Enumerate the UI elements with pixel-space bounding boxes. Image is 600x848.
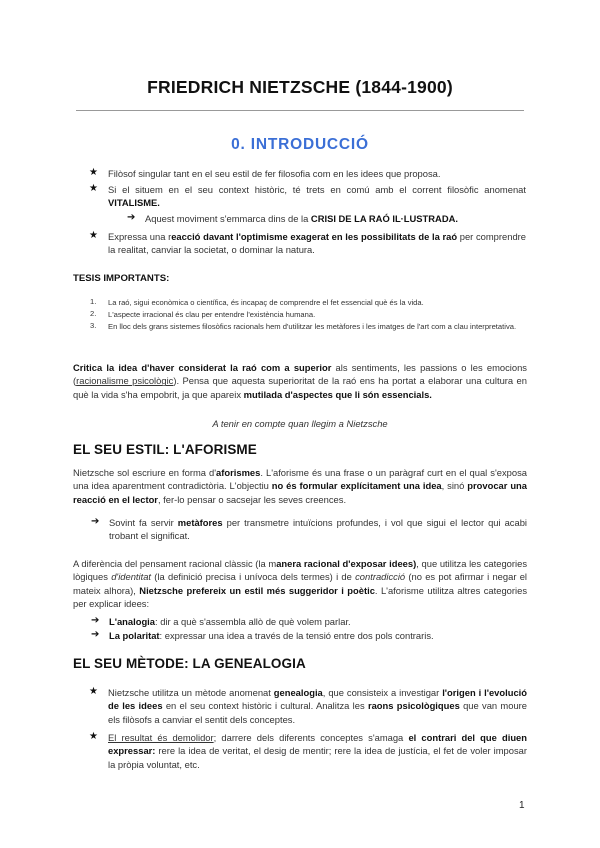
arrow-bullet-icon: ➔ xyxy=(127,212,136,223)
arrow-bullet-icon: ➔ xyxy=(91,629,100,640)
tesis-item-1: La raó, sigui econòmica o científica, és incapaç de comprendre el fet essencial què és la vida. xyxy=(108,298,424,307)
star-bullet-icon: ★ xyxy=(89,183,98,194)
star-bullet-icon: ★ xyxy=(89,167,98,178)
estil-paragraph-1: Nietzsche sol escriure en forma d'aforismes. L'aforisme és una frase o un paràgraf curt en el qual s'exposa una idea aparentment contradictòria. L'objectiu no és formular explícitament una idea, sinó provocar una reacció en el lector, fer-lo pensar o sacsejar les seves creences. xyxy=(73,467,527,505)
note-caption: A tenir en compte quan llegim a Nietzsche xyxy=(212,418,388,429)
tesis-item-2: L'aspecte irracional és clau per entendre l'existència humana. xyxy=(108,310,316,319)
estil-arrow-analogia: L'analogia: dir a què s'assembla allò de què volem parlar. xyxy=(109,616,351,627)
intro-bullet-1: Filòsof singular tant en el seu estil de fer filosofia com en les idees que proposa. xyxy=(108,168,441,179)
critica-paragraph: Critica la idea d'haver considerat la raó com a superior als sentiments, les passions o les emocions (racionalisme psicològic). Pensa que aquesta superioritat de la raó ens ha portat a elaborar una cultura en què la vida s'ha empobrit, ja que apareix mutilada d'aspectes que li són essencials. xyxy=(73,362,527,400)
estil-arrow-polaritat: La polaritat: expressar una idea a través de la tensió entre dos pols contraris. xyxy=(109,630,434,641)
arrow-bullet-icon: ➔ xyxy=(91,615,100,626)
section-heading-metode: EL SEU MÈTODE: LA GENEALOGIA xyxy=(73,656,306,671)
intro-sub-bullet: Aquest moviment s'emmarca dins de la CRISI DE LA RAÓ IL·LUSTRADA. xyxy=(145,213,458,224)
star-bullet-icon: ★ xyxy=(89,230,98,241)
list-number: 2. xyxy=(90,309,97,318)
section-heading-estil: EL SEU ESTIL: L'AFORISME xyxy=(73,442,257,457)
intro-bullet-2: Si el situem en el seu context històric, té trets en comú amb el corrent filosòfic anomenat VITALISME. xyxy=(108,184,526,209)
list-number: 1. xyxy=(90,297,97,306)
metode-bullet-2: El resultat és demolidor; darrere dels diferents conceptes s'amaga el contrari del que diuen expressar: rere la idea de veritat, el desig de mentir; rere la idea de justícia, el fet de voler imposar la pròpia voluntat, etc. xyxy=(108,732,527,770)
page-number: 1 xyxy=(519,800,525,811)
estil-paragraph-2: A diferència del pensament racional clàssic (la manera racional d'exposar idees), que utilitza les categories lògiques d'identitat (la definició precisa i unívoca dels termes) i de contradicció (no es pot afirmar i negar el mateix alhora), Nietzsche prefereix un estil més suggeridor i poètic. L'aforisme utilitza altres categories per explicar idees: xyxy=(73,558,528,610)
estil-arrow-metafores: Sovint fa servir metàfores per transmetre intuïcions profundes, i vol que sigui el lector qui acabi trobant el significat. xyxy=(109,517,528,542)
star-bullet-icon: ★ xyxy=(89,731,98,742)
star-bullet-icon: ★ xyxy=(89,686,98,697)
metode-bullet-1: Nietzsche utilitza un mètode anomenat genealogia, que consisteix a investigar l'origen i l'evolució de les idees en el seu context històric i cultural. Analitza les raons psicològiques que van moure els filòsofs a canviar el sentit dels conceptes. xyxy=(108,687,527,725)
tesis-heading: TESIS IMPORTANTS: xyxy=(73,273,170,284)
intro-heading: 0. INTRODUCCIÓ xyxy=(231,136,369,153)
intro-bullet-3: Expressa una reacció davant l'optimisme exagerat en les possibilitats de la raó per comprendre la realitat, canviar la societat, o dominar la natura. xyxy=(108,231,526,256)
list-number: 3. xyxy=(90,321,97,330)
tesis-item-3: En lloc dels grans sistemes filosòfics racionals hem d'utilitzar les metàfores i les imatges de l'art com a clau interpretativa. xyxy=(108,322,517,331)
document-title: FRIEDRICH NIETZSCHE (1844-1900) xyxy=(147,77,453,97)
title-divider xyxy=(76,110,524,111)
arrow-bullet-icon: ➔ xyxy=(91,516,100,527)
